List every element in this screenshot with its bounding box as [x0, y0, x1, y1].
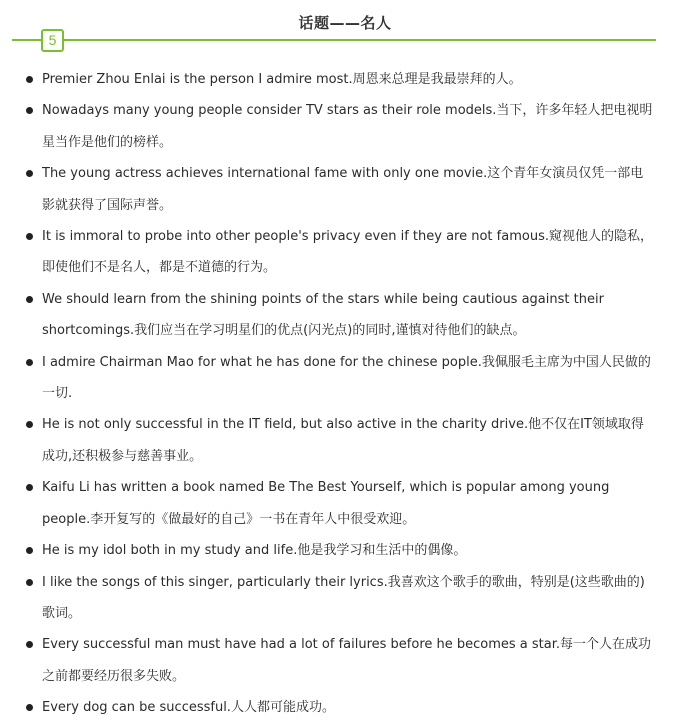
list-item — [26, 535, 656, 566]
bullet-icon — [26, 233, 33, 240]
list-item — [26, 692, 656, 723]
bullet-icon — [26, 107, 33, 114]
sentence-text: It is immoral to probe into other people's privacy even if they are not famous.窥视他人的隐私，即使他们不是名人，都是不道德的行为。 — [42, 229, 653, 276]
list-item — [26, 472, 656, 535]
bullet-icon — [26, 484, 33, 491]
sentence-text: Every dog can be successful.人人都可能成功。 — [42, 700, 335, 716]
sentence-text: I like the songs of this singer, particularly their lyrics.我喜欢这个歌手的歌曲，特别是(这些歌曲的)歌词。 — [42, 574, 645, 621]
list-item — [26, 629, 656, 692]
list-item — [26, 567, 656, 630]
sentence-text: He is not only successful in the IT field, but also active in the charity drive.他不仅在IT领域取得成功,还积极参与慈善事业。 — [42, 417, 644, 464]
sentence-text: Kaifu Li has written a book named Be The Best Yourself, which is popular among young people.李开复写的《做最好的自己》一书在青年人中很受欢迎。 — [42, 480, 610, 527]
page-title: 话题——名人 — [298, 14, 392, 32]
sentence-text: The young actress achieves international fame with only one movie.这个青年女演员仅凭一部电影就获得了国际声誉。 — [42, 166, 644, 213]
list-item — [26, 221, 656, 284]
bullet-icon — [26, 579, 33, 586]
bullet-icon — [26, 641, 33, 648]
bullet-icon — [26, 76, 33, 83]
list-item — [26, 409, 656, 472]
topic-header — [0, 0, 690, 56]
sentence-text: Premier Zhou Enlai is the person I admire most.周恩来总理是我最崇拜的人。 — [42, 72, 522, 87]
sentence-text: Every successful man must have had a lot of failures before he becomes a star.每一个人在成功之前都要经历很多失败。 — [42, 637, 652, 684]
bullet-icon — [26, 547, 33, 554]
list-item — [26, 95, 656, 158]
sentence-text: I admire Chairman Mao for what he has done for the chinese pople.我佩服毛主席为中国人民做的一切. — [42, 354, 651, 402]
list-item — [26, 64, 656, 95]
bullet-icon — [26, 359, 33, 366]
sentence-text: Nowadays many young people consider TV stars as their role models.当下，许多年轻人把电视明星当作是他们的榜样。 — [42, 103, 653, 150]
bullet-icon — [26, 170, 33, 177]
bullet-icon — [26, 296, 33, 303]
section-number-badge: 5 — [41, 29, 64, 52]
list-item — [26, 347, 656, 410]
sentence-list — [26, 64, 656, 724]
bullet-icon — [26, 421, 33, 428]
bullet-icon — [26, 704, 33, 711]
list-item — [26, 158, 656, 221]
header-divider — [12, 39, 656, 41]
list-item — [26, 284, 656, 347]
sentence-text: He is my idol both in my study and life.他是我学习和生活中的偶像。 — [42, 543, 467, 559]
sentence-text: We should learn from the shining points of the stars while being cautious against their shortcomings.我们应当在学习明星们的优点(闪光点)的同时,谨慎对待他们的缺点。 — [42, 291, 604, 339]
